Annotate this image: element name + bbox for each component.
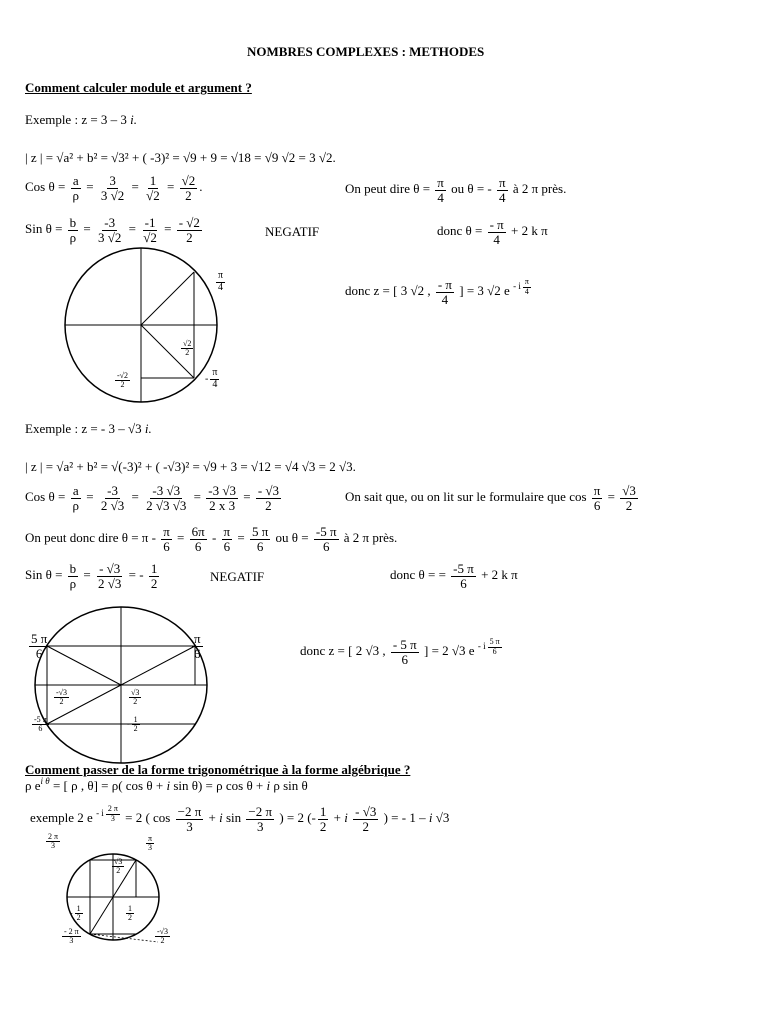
modulus-line-1: | z | = √a² + b² = √3² + ( -3)² = √9 + 9 = √18 = √9 √2 = 3 √2. bbox=[25, 150, 336, 165]
circle3-label-sqrt3-over-2: $\frac{√3}{2}$ bbox=[114, 857, 123, 876]
circle2-label-neg-5pi-over-6: $\frac{-5 \pi}{6}$ bbox=[34, 715, 47, 734]
donc-z-2: donc z = [ 2 √3 , $\frac{- 5 \pi}{6}$ ] = 2 √3 e $^{- i \frac{5 \pi}{6}}$ bbox=[300, 637, 500, 667]
circle3-label-neg-2pi-over-3: $\frac{- 2 \pi}{3}$ bbox=[64, 927, 79, 946]
donc-z-1: donc z = [ 3 √2 , $\frac{- \pi}{4}$ ] = 3 √2 e $^{- i \frac{\pi}{4}}$ bbox=[345, 277, 529, 307]
section-heading-module-argument: Comment calculer module et argument ? bbox=[25, 80, 252, 95]
circle3-label-neg-half: - $\frac{1}{2}$ bbox=[70, 904, 81, 923]
circle1-label-pi-over-4: $\frac{\pi}{4}$ bbox=[218, 270, 224, 293]
circle2-label-sqrt3-over-2: $\frac{√3}{2}$ bbox=[131, 688, 140, 707]
cos-line-1: Cos θ = $\frac{a}{\rho}$ = $\frac{3}{3 √2}$ = $\frac{1}{√2}$ = $\frac{√2}{2}$ . bbox=[25, 173, 203, 203]
circle3-label-neg-sqrt3-over-2: $\frac{-√3}{2}$ bbox=[157, 927, 169, 946]
circle1-label-sqrt2-over-2: $\frac{√2}{2}$ bbox=[183, 339, 192, 358]
circle1-label-minus-pi-over-4: - $\frac{\pi}{4}$ bbox=[205, 367, 218, 390]
section-heading-trig-to-algebraic: Comment passer de la forme trigonométrique à la forme algébrique ? bbox=[25, 762, 411, 777]
sin-line-2: Sin θ = $\frac{b}{\rho}$ = $\frac{- √3}{2 √3}$ = - $\frac{1}{2}$ bbox=[25, 561, 158, 591]
circle1-label-neg-sqrt2-over-2: $\frac{-√2}{2}$ bbox=[117, 371, 129, 390]
circle2-label-neg-sqrt3-over-2: $\frac{-√3}{2}$ bbox=[56, 688, 68, 707]
circle3-label-half: $\frac{1}{2}$ bbox=[128, 904, 132, 923]
circle2-label-neg-half: - $\frac{1}{2}$ bbox=[127, 715, 138, 734]
donc-theta-2: donc θ = = $\frac{-5 \pi}{6}$ + 2 k π bbox=[390, 561, 518, 591]
argument-statement-1: On peut dire θ = $\frac{\pi}{4}$ ou θ = - $\frac{\pi}{4}$ à 2 π près. bbox=[345, 175, 567, 205]
circle2-label-5pi-over-6: $\frac{5 \pi}{6}$ bbox=[31, 631, 48, 661]
example-2: Exemple : z = - 3 – √3 i. bbox=[25, 421, 152, 436]
example-3: exemple 2 e $^{- i \frac{2 \pi}{3}}$ = 2 ( cos $\frac{-2 \pi}{3}$ + i sin $\frac{-2 \pi}{3}$ ) = 2 (- $\frac{1}{2}$ + i $\frac{- √3}{2}$ ) = - 1 – i √3 bbox=[30, 804, 450, 834]
trig-form-definition: ρ $e^{i \theta}$ = [ ρ , θ] = ρ( cos θ + i sin θ) = ρ cos θ + i ρ sin θ bbox=[25, 776, 308, 793]
argument-statement-2: On peut donc dire θ = π - $\frac{\pi}{6}$ = $\frac{6\pi}{6}$ - $\frac{\pi}{6}$ = $\frac{5 \pi}{6}$ ou θ = $\frac{-5 \pi}{6}$ à 2 π près. bbox=[25, 524, 398, 554]
page-title: NOMBRES COMPLEXES : METHODES bbox=[247, 44, 485, 59]
circle3-label-pi-over-3: $\frac{\pi}{3}$ bbox=[148, 834, 153, 853]
formulary-note: On sait que, ou on lit sur le formulaire que cos $\frac{\pi}{6}$ = $\frac{√3}{2}$ bbox=[345, 483, 636, 513]
sin-line-1: Sin θ = $\frac{b}{\rho}$ = $\frac{-3}{3 √2}$ = $\frac{-1}{√2}$ = $\frac{- √2}{2}$ bbox=[25, 215, 200, 245]
circle3-label-2pi-over-3: $\frac{2 \pi}{3}$ bbox=[48, 832, 59, 851]
cos-line-2: Cos θ = $\frac{a}{\rho}$ = $\frac{-3}{2 √3}$ = $\frac{-3 √3}{2 √3 √3}$ = $\frac{-3 √3}{2 x 3}$ = $\frac{- √3}{2}$ bbox=[25, 483, 280, 513]
donc-theta-1: donc θ = $\frac{- \pi}{4}$ + 2 k π bbox=[437, 217, 548, 247]
negatif-label-2: NEGATIF bbox=[210, 569, 265, 584]
circle2-label-pi-over-6: $\frac{\pi}{6}$ bbox=[194, 631, 201, 661]
negatif-label-1: NEGATIF bbox=[265, 224, 320, 239]
example-1: Exemple : z = 3 – 3 i. bbox=[25, 112, 138, 127]
modulus-line-2: | z | = √a² + b² = √(-3)² + ( -√3)² = √9 + 3 = √12 = √4 √3 = 2 √3. bbox=[25, 459, 356, 474]
